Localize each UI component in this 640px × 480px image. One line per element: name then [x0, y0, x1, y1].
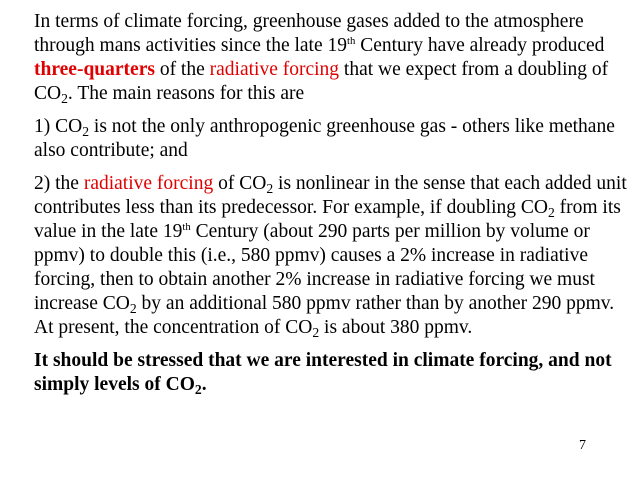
superscript-th: th: [347, 35, 356, 48]
subscript-2: 2: [266, 181, 274, 197]
intro-text-d: that we expect from a doubling of CO: [34, 59, 609, 104]
subscript-2: 2: [82, 124, 90, 140]
conclusion-text-b: .: [201, 374, 207, 395]
reason1-text-a: 1) CO: [34, 116, 83, 137]
reason2-text-b: of CO: [213, 173, 267, 194]
paragraph-reason-1: [34, 115, 634, 163]
subscript-2: 2: [61, 91, 68, 107]
subscript-2: 2: [312, 325, 320, 341]
highlight-radiative-forcing: radiative forcing: [83, 173, 214, 194]
reason2-text-a: 2) the: [34, 173, 84, 194]
reason2-text-e: Century (about 290 parts per million by volume or ppmv) to double this (i.e., 580 ppmv) causes a 2% increase in radiative forcing, then to obtain another 2% increase in radiative forcing we must increase CO: [34, 221, 595, 314]
reason2-text-d: from its value in the late 19: [34, 197, 621, 242]
reason2-text-f: by an additional 580 ppmv rather than by another 290 ppmv. At present, the concentration of CO: [34, 293, 615, 338]
slide-body: [34, 10, 634, 406]
page-number: 7: [579, 438, 586, 453]
intro-text-c: of the: [154, 59, 210, 80]
reason2-text-g: is about 380 ppmv.: [319, 317, 473, 338]
superscript-th: th: [182, 221, 191, 234]
reason1-text-b: is not the only anthropogenic greenhouse gas - others like methane also contribute; and: [34, 116, 615, 161]
intro-text-b: Century have already produced: [355, 35, 605, 56]
reason2-text-c: is nonlinear in the sense that each added unit contributes less than its predecessor. For example, if doubling CO: [34, 173, 627, 218]
paragraph-reason-2: [34, 172, 634, 340]
subscript-2: 2: [194, 382, 202, 398]
subscript-2: 2: [129, 301, 137, 317]
subscript-2: 2: [547, 205, 555, 221]
paragraph-conclusion: [34, 349, 634, 397]
highlight-radiative-forcing: radiative forcing: [209, 59, 340, 80]
intro-text-e: . The main reasons for this are: [67, 83, 305, 104]
highlight-three-quarters: three-quarters: [34, 59, 155, 80]
paragraph-intro: [34, 10, 634, 106]
intro-text-a: In terms of climate forcing, greenhouse gases added to the atmosphere through mans activities since the late 19: [34, 11, 584, 56]
conclusion-text-a: It should be stressed that we are interested in climate forcing, and not simply levels of CO: [34, 350, 612, 395]
